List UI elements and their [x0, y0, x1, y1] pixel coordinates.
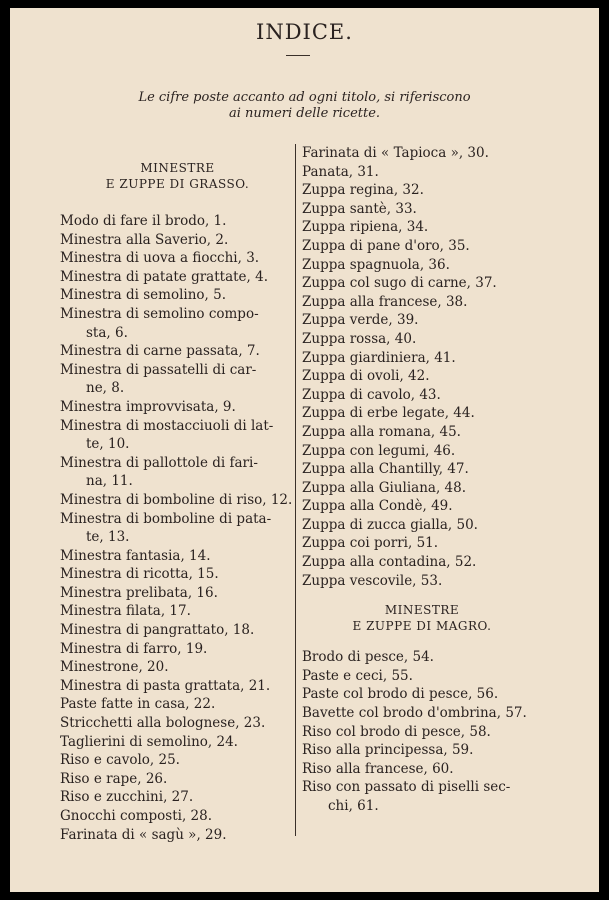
- index-entry: [60, 454, 295, 491]
- section-heading-line-1: MINESTRE: [140, 161, 215, 175]
- index-entry-text: Zuppa col sugo di carne, 37.: [302, 275, 497, 292]
- right-column: [302, 144, 542, 816]
- index-entry-continuation: ne, 8.: [86, 380, 125, 397]
- index-entry: [302, 181, 542, 200]
- index-entry-continuation: chi, 61.: [328, 798, 379, 814]
- index-entry: [302, 349, 542, 368]
- index-entry: [302, 237, 542, 256]
- page-title: INDICE.: [256, 20, 353, 44]
- index-entry-continuation: te, 13.: [86, 529, 130, 546]
- index-entry: [60, 417, 295, 454]
- index-entry-text: Zuppa alla romana, 45.: [302, 423, 461, 440]
- index-entry-text: Taglierini di semolino, 24.: [60, 733, 238, 750]
- index-list-grasso: [60, 212, 295, 844]
- index-entry-text: Zuppa vescovile, 53.: [302, 572, 443, 589]
- index-entry: [302, 516, 542, 535]
- index-entry-text: Riso con passato di piselli sec-: [302, 779, 511, 796]
- index-entry-text: Minestra fantasia, 14.: [60, 547, 211, 564]
- index-entry-text: Zuppa di ovoli, 42.: [302, 368, 430, 385]
- index-entry: [60, 491, 295, 510]
- index-entry: [60, 658, 295, 677]
- index-entry-text: Riso e rape, 26.: [60, 770, 168, 787]
- index-entry: [60, 286, 295, 305]
- index-entry: [60, 547, 295, 566]
- index-entry-text: Riso e zucchini, 27.: [60, 789, 194, 806]
- index-entry-text: Minestra di uova a fiocchi, 3.: [60, 250, 260, 267]
- section-heading-magro: [302, 602, 542, 634]
- index-entry: [302, 685, 542, 704]
- index-entry-text: Zuppa di pane d'oro, 35.: [302, 237, 470, 254]
- index-entry: [302, 442, 542, 461]
- index-entry: [60, 695, 295, 714]
- index-entry: [302, 330, 542, 349]
- index-entry-text: Zuppa di zucca gialla, 50.: [302, 516, 478, 533]
- index-entry: [302, 163, 542, 182]
- book-page: [10, 8, 599, 892]
- index-entry: [302, 144, 542, 163]
- intro-note-line-1: Le cifre poste accanto ad ogni titolo, si riferiscono: [138, 90, 471, 105]
- index-entry: [302, 648, 542, 667]
- index-entry: [60, 621, 295, 640]
- index-entry-text: Panata, 31.: [302, 163, 379, 180]
- index-entry-continuation: te, 10.: [86, 436, 130, 453]
- index-entry-text: Minestra alla Saverio, 2.: [60, 231, 229, 248]
- index-entry-text: Zuppa alla francese, 38.: [302, 293, 468, 310]
- index-entry-text: Zuppa di cavolo, 43.: [302, 386, 441, 403]
- index-entry: [60, 212, 295, 231]
- index-entry: [60, 268, 295, 287]
- index-entry: [60, 751, 295, 770]
- index-entry: [60, 640, 295, 659]
- index-entry-text: Riso alla francese, 60.: [302, 760, 454, 777]
- index-entry: [302, 423, 542, 442]
- intro-note: [10, 90, 599, 122]
- index-entry: [302, 760, 542, 779]
- index-entry: [302, 704, 542, 723]
- index-entry-text: Minestra improvvisata, 9.: [60, 398, 236, 415]
- index-entry-text: Zuppa di erbe legate, 44.: [302, 405, 475, 422]
- index-entry-text: Riso col brodo di pesce, 58.: [302, 723, 491, 740]
- index-entry-text: Zuppa verde, 39.: [302, 312, 419, 329]
- index-entry: [60, 305, 295, 342]
- index-entry: [60, 342, 295, 361]
- index-entry-text: Zuppa alla Condè, 49.: [302, 498, 453, 515]
- index-list-magro: [302, 648, 542, 815]
- index-entry-text: Minestra di patate grattate, 4.: [60, 268, 269, 285]
- index-entry-text: Brodo di pesce, 54.: [302, 649, 434, 666]
- index-entry-text: Paste fatte in casa, 22.: [60, 696, 216, 713]
- index-entry: [60, 249, 295, 268]
- index-entry-text: Zuppa con legumi, 46.: [302, 442, 456, 459]
- left-column: [60, 160, 295, 844]
- index-entry: [302, 534, 542, 553]
- index-entry: [302, 274, 542, 293]
- index-entry-text: Zuppa regina, 32.: [302, 182, 424, 199]
- index-entry: [60, 231, 295, 250]
- index-entry: [302, 367, 542, 386]
- index-entry-text: Minestra di pasta grattata, 21.: [60, 677, 271, 694]
- index-entry-text: Minestra di bomboline di pata-: [60, 510, 272, 527]
- index-entry: [60, 788, 295, 807]
- index-entry: [302, 479, 542, 498]
- index-entry-text: Bavette col brodo d'ombrina, 57.: [302, 705, 527, 722]
- index-entry: [60, 602, 295, 621]
- section-heading-line-2: E ZUPPE DI GRASSO.: [105, 177, 250, 191]
- index-entry-text: Minestra di semolino compo-: [60, 305, 259, 322]
- index-entry: [302, 723, 542, 742]
- index-entry-text: Gnocchi composti, 28.: [60, 808, 213, 824]
- section-heading-grasso: [60, 160, 295, 192]
- index-entry-text: Paste col brodo di pesce, 56.: [302, 686, 499, 703]
- index-entry-text: Minestra di farro, 19.: [60, 640, 208, 657]
- index-entry-text: Minestra di pallottole di fari-: [60, 454, 258, 471]
- index-entry: [302, 667, 542, 686]
- index-entry-text: Minestra di carne passata, 7.: [60, 343, 260, 360]
- index-entry-text: Zuppa alla Giuliana, 48.: [302, 479, 466, 496]
- index-entry: [302, 553, 542, 572]
- index-entry-continuation: sta, 6.: [86, 324, 128, 341]
- index-entry-text: Zuppa alla Chantilly, 47.: [302, 461, 469, 478]
- index-entry-text: Zuppa spagnuola, 36.: [302, 256, 450, 273]
- index-entry-text: Minestra di bomboline di riso, 12.: [60, 491, 293, 508]
- index-entry-text: Zuppa coi porri, 51.: [302, 535, 439, 552]
- index-entry: [60, 714, 295, 733]
- index-entry-text: Modo di fare il brodo, 1.: [60, 213, 227, 229]
- index-entry: [302, 311, 542, 330]
- title-rule: [286, 55, 310, 56]
- index-entry-text: Minestra di passatelli di car-: [60, 361, 257, 378]
- index-entry-text: Zuppa alla contadina, 52.: [302, 554, 477, 571]
- index-entry: [60, 677, 295, 696]
- index-entry: [60, 565, 295, 584]
- index-entry: [302, 200, 542, 219]
- index-entry: [302, 386, 542, 405]
- index-entry-text: Minestra di pangrattato, 18.: [60, 622, 255, 639]
- index-entry-text: Paste e ceci, 55.: [302, 667, 413, 684]
- index-entry: [302, 404, 542, 423]
- index-entry: [60, 733, 295, 752]
- index-entry-text: Zuppa rossa, 40.: [302, 330, 417, 347]
- index-entry: [302, 778, 542, 815]
- index-entry: [60, 510, 295, 547]
- index-entry-text: Minestra filata, 17.: [60, 603, 191, 620]
- index-entry: [302, 497, 542, 516]
- index-entry: [60, 584, 295, 603]
- index-entry: [302, 218, 542, 237]
- column-divider: [295, 144, 296, 836]
- index-entry: [302, 293, 542, 312]
- index-entry-text: Minestra di ricotta, 15.: [60, 566, 219, 583]
- index-entry: [60, 398, 295, 417]
- index-entry-text: Zuppa ripiena, 34.: [302, 219, 429, 236]
- index-entry-text: Minestra di semolino, 5.: [60, 287, 226, 304]
- index-entry-text: Minestrone, 20.: [60, 659, 169, 676]
- index-entry-text: Riso alla principessa, 59.: [302, 742, 474, 759]
- index-entry: [60, 807, 295, 826]
- index-entry: [60, 826, 295, 845]
- index-entry-text: Stricchetti alla bolognese, 23.: [60, 715, 266, 732]
- index-list-grasso-continued: [302, 144, 542, 590]
- index-entry: [60, 361, 295, 398]
- index-entry: [302, 572, 542, 591]
- index-entry-text: Farinata di « sagù », 29.: [60, 826, 227, 843]
- section-heading-line-1: MINESTRE: [384, 603, 460, 618]
- index-entry-text: Zuppa giardiniera, 41.: [302, 349, 456, 366]
- index-entry: [302, 460, 542, 479]
- intro-note-line-2: ai numeri delle ricette.: [228, 106, 381, 121]
- index-entry: [302, 741, 542, 760]
- index-entry-text: Zuppa santè, 33.: [302, 200, 417, 217]
- index-entry-continuation: na, 11.: [86, 473, 133, 490]
- index-entry-text: Farinata di « Tapioca », 30.: [302, 145, 489, 161]
- index-entry-text: Riso e cavolo, 25.: [60, 752, 180, 769]
- section-heading-line-2: E ZUPPE DI MAGRO.: [352, 619, 492, 634]
- index-entry: [302, 256, 542, 275]
- index-entry: [60, 770, 295, 789]
- index-entry-text: Minestra di mostacciuoli di lat-: [60, 417, 274, 434]
- index-entry-text: Minestra prelibata, 16.: [60, 584, 218, 601]
